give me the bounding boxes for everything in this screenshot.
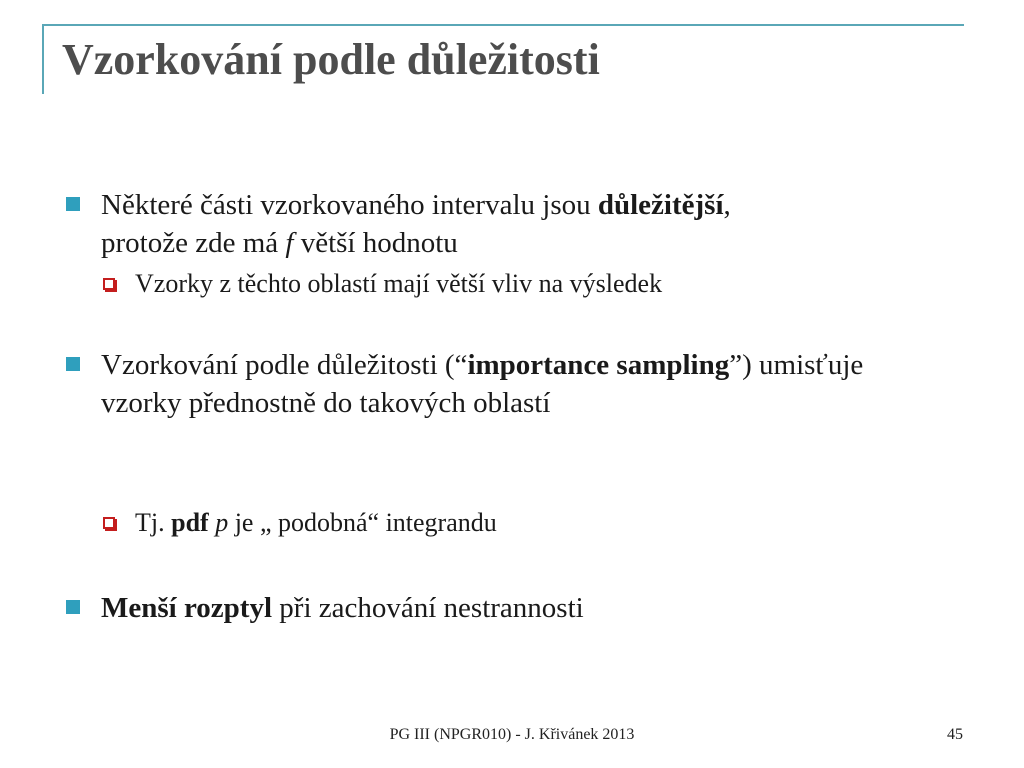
title-top-rule [42,24,964,26]
bullet-3-bold: Menší rozptyl [101,592,273,624]
bullet-2 [63,346,923,422]
sub-bullet-2-bold: pdf [171,508,209,537]
bullet-2-part: Vzorkování podle důležitosti (“ [101,349,468,381]
bullet-1-italic: f [285,227,294,259]
hollow-square-bullet-icon [103,278,115,290]
square-bullet-icon [66,357,80,371]
bullet-3 [63,589,923,627]
sub-bullet-2-italic: p [215,508,229,537]
footer-text: PG III (NPGR010) - J. Křivánek 2013 [389,726,635,743]
hollow-square-bullet-icon [103,517,115,529]
sub-bullet-1 [101,267,921,301]
bullet-1-part: větší hodnotu [293,227,458,259]
sub-bullet-1-text: Vzorky z těchto oblastí mají větší vliv na výsledek [135,269,663,298]
square-bullet-icon [66,197,80,211]
sub-bullet-2-text [135,506,921,540]
sub-bullet-2 [101,506,921,540]
square-bullet-icon [66,600,80,614]
bullet-1-part: protože zde má [101,227,286,259]
bullet-1-bold: důležitější [597,189,724,221]
bullet-3-text [101,589,923,627]
bullet-2-bold: importance sampling [467,349,730,381]
bullet-2-part: ”) umisťuje vzorky přednostně do takových oblastí [101,349,864,419]
page-number: 45 [947,726,963,743]
sub-bullet-2-part: Tj. [135,508,172,537]
bullet-1-text [101,186,923,262]
bullet-1 [63,186,923,262]
bullet-1-part: , [723,189,731,221]
bullet-1-part: Některé části vzorkovaného intervalu jsou [101,189,598,221]
sub-bullet-2-part: je „ podobná“ integrandu [228,508,497,537]
bullet-3-part: při zachování nestrannosti [272,592,584,624]
bullet-2-text [101,346,923,422]
title-side-rule [42,24,44,94]
slide-title: Vzorkování podle důležitosti [62,35,600,84]
